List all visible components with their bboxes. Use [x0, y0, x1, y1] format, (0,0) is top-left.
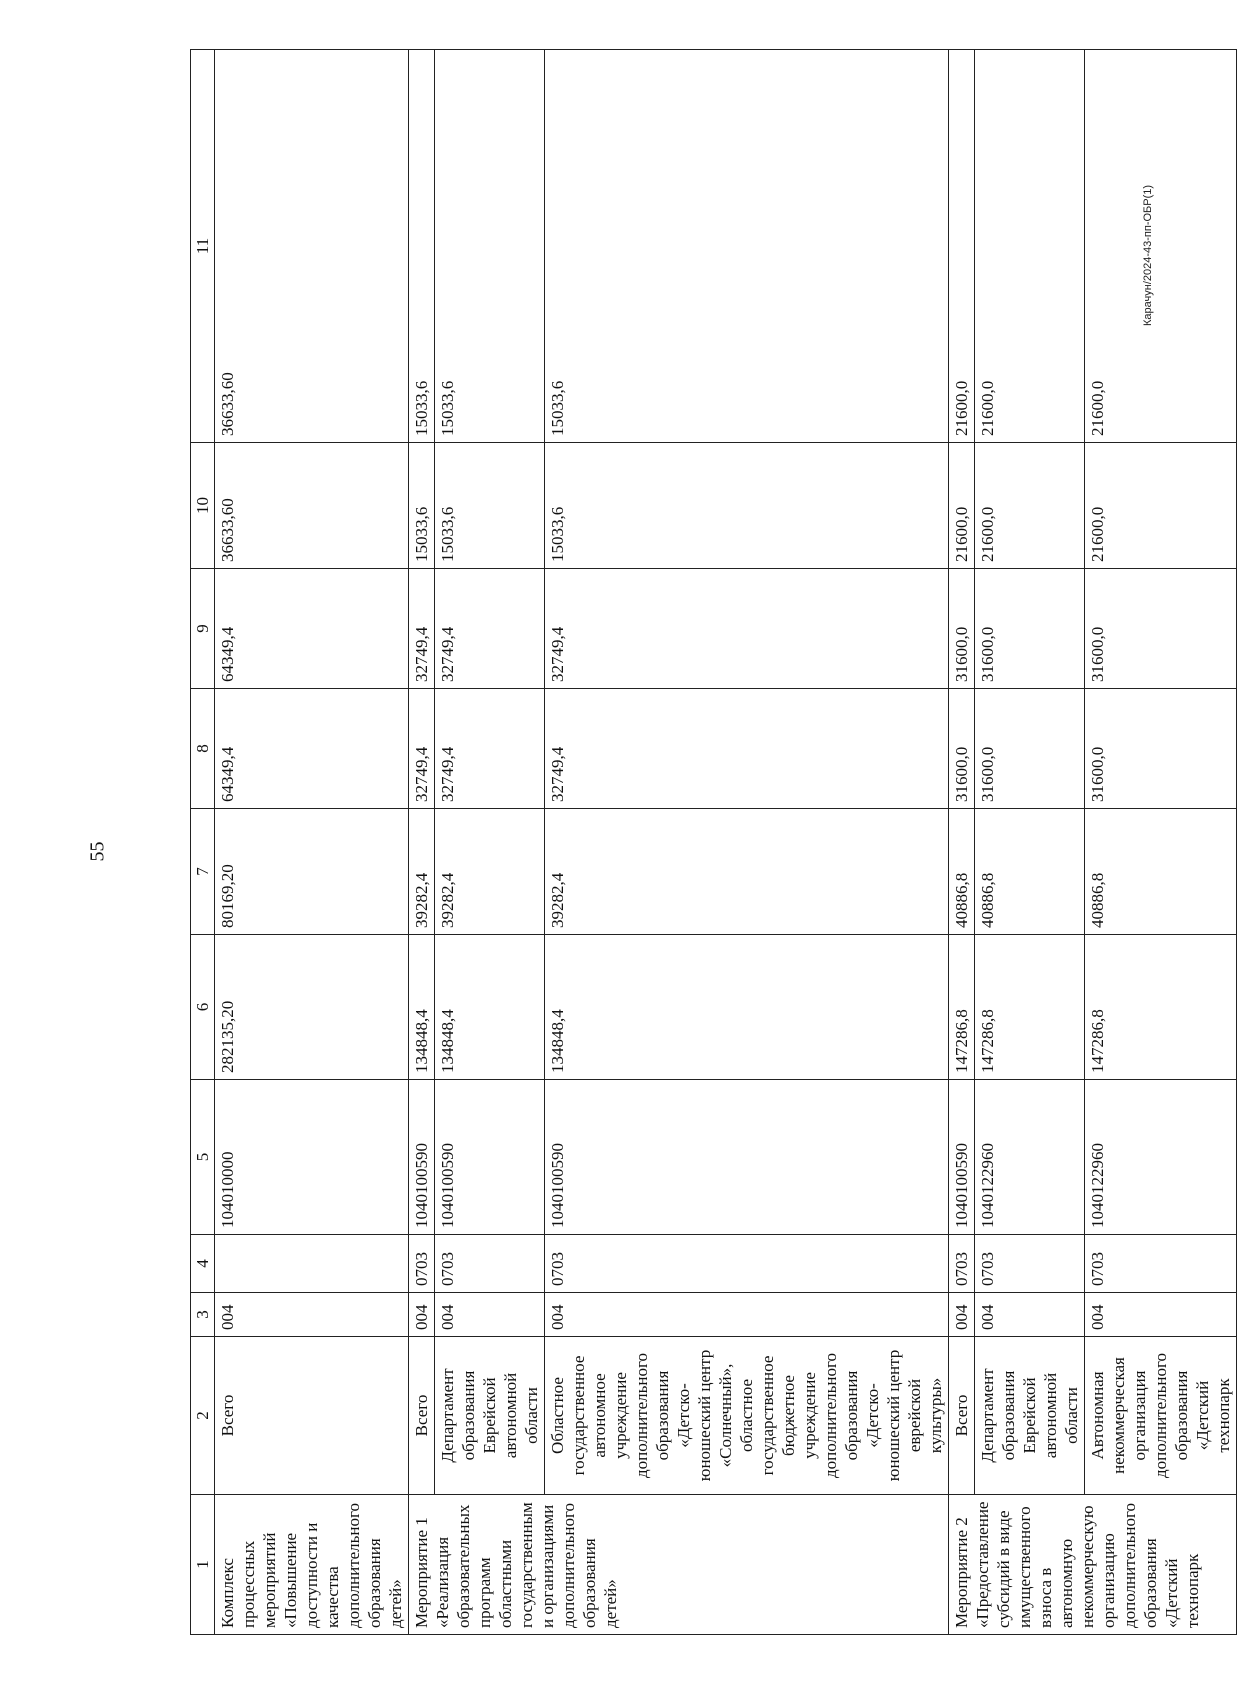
amount-cell: 21600,0: [1085, 50, 1237, 443]
executor-cell: Всего: [409, 1337, 435, 1495]
grbs-cell: 004: [949, 1293, 975, 1337]
amount-cell: 31600,0: [1085, 689, 1237, 809]
amount-cell: 15033,6: [545, 50, 949, 443]
grbs-cell: 004: [545, 1293, 949, 1337]
table-row: [409, 50, 435, 1635]
page-number: 55: [86, 841, 109, 862]
document-code: Карачун/2024-43-пп-ОБР(1): [1142, 184, 1154, 326]
amount-cell: 32749,4: [545, 569, 949, 689]
grbs-cell: 004: [1085, 1293, 1237, 1337]
amount-cell: 147286,8: [949, 935, 975, 1080]
amount-cell: 21600,0: [949, 443, 975, 569]
amount-cell: 282135,20: [215, 935, 409, 1080]
table-row: [949, 50, 975, 1635]
section-cell: 0703: [435, 1235, 545, 1293]
amount-cell: 64349,4: [215, 569, 409, 689]
amount-cell: 36633,60: [215, 443, 409, 569]
amount-cell: 39282,4: [409, 809, 435, 935]
amount-cell: 15033,6: [545, 443, 949, 569]
amount-cell: 15033,6: [409, 50, 435, 443]
header-cell: 6: [191, 935, 215, 1080]
amount-cell: 134848,4: [545, 935, 949, 1080]
amount-cell: 36633,60: [215, 50, 409, 443]
target-article-cell: 1040100590: [949, 1080, 975, 1235]
section-cell: 0703: [409, 1235, 435, 1293]
target-article-cell: 1040122960: [1085, 1080, 1237, 1235]
amount-cell: 40886,8: [975, 809, 1085, 935]
target-article-cell: 1040100590: [409, 1080, 435, 1235]
amount-cell: 31600,0: [975, 569, 1085, 689]
executor-cell: Департамент образования Еврейской автономной области: [975, 1337, 1085, 1495]
program-name-cell: Мероприятие 2 «Предоставление субсидий в виде имущественного взноса в автономную некоммерческую организацию дополнительного образования «Детский технопарк: [949, 1495, 1237, 1635]
executor-cell: Областное государственное автономное учреждение дополнительного образования «Детско-юношеский центр «Солнечный», областное государственное бюджетное учреждение дополнительного образования «Детско-юношеский центр еврейской культуры»: [545, 1337, 949, 1495]
amount-cell: 32749,4: [545, 689, 949, 809]
amount-cell: 32749,4: [409, 689, 435, 809]
target-article-cell: 104010000: [215, 1080, 409, 1235]
header-cell: 2: [191, 1337, 215, 1495]
amount-cell: 39282,4: [545, 809, 949, 935]
amount-cell: 31600,0: [949, 569, 975, 689]
table-row: [545, 50, 949, 1635]
table-row: [1085, 50, 1237, 1635]
target-article-cell: 1040122960: [975, 1080, 1085, 1235]
header-cell: 4: [191, 1235, 215, 1293]
amount-cell: 147286,8: [975, 935, 1085, 1080]
target-article-cell: 1040100590: [545, 1080, 949, 1235]
executor-cell: Всего: [949, 1337, 975, 1495]
amount-cell: 80169,20: [215, 809, 409, 935]
header-cell: 5: [191, 1080, 215, 1235]
header-cell: 10: [191, 443, 215, 569]
amount-cell: 39282,4: [435, 809, 545, 935]
header-cell: 9: [191, 569, 215, 689]
header-cell: 7: [191, 809, 215, 935]
executor-cell: Автономная некоммерческая организация дополнительного образования «Детский технопарк: [1085, 1337, 1237, 1495]
amount-cell: 15033,6: [409, 443, 435, 569]
amount-cell: 15033,6: [435, 443, 545, 569]
header-cell: 1: [191, 1495, 215, 1635]
amount-cell: 31600,0: [1085, 569, 1237, 689]
amount-cell: 32749,4: [409, 569, 435, 689]
amount-cell: 31600,0: [949, 689, 975, 809]
grbs-cell: 004: [215, 1293, 409, 1337]
target-article-cell: 1040100590: [435, 1080, 545, 1235]
header-cell: 8: [191, 689, 215, 809]
table-row: [215, 50, 409, 1635]
section-cell: 0703: [975, 1235, 1085, 1293]
amount-cell: 21600,0: [1085, 443, 1237, 569]
header-cell: 3: [191, 1293, 215, 1337]
program-name-cell: Комплекс процессных мероприятий «Повышение доступности и качества дополнительного образования детей»: [215, 1495, 409, 1635]
amount-cell: 21600,0: [975, 50, 1085, 443]
amount-cell: 147286,8: [1085, 935, 1237, 1080]
grbs-cell: 004: [435, 1293, 545, 1337]
section-cell: 0703: [545, 1235, 949, 1293]
section-cell: 0703: [1085, 1235, 1237, 1293]
section-cell: [215, 1235, 409, 1293]
amount-cell: 31600,0: [975, 689, 1085, 809]
amount-cell: 32749,4: [435, 569, 545, 689]
amount-cell: 40886,8: [1085, 809, 1237, 935]
amount-cell: 21600,0: [975, 443, 1085, 569]
amount-cell: 15033,6: [435, 50, 545, 443]
grbs-cell: 004: [975, 1293, 1085, 1337]
table-row: [435, 50, 545, 1635]
amount-cell: 40886,8: [949, 809, 975, 935]
header-cell: 11: [191, 50, 215, 443]
grbs-cell: 004: [409, 1293, 435, 1337]
amount-cell: 134848,4: [435, 935, 545, 1080]
section-cell: 0703: [949, 1235, 975, 1293]
executor-cell: Всего: [215, 1337, 409, 1495]
amount-cell: 64349,4: [215, 689, 409, 809]
budget-table: [190, 49, 1237, 1635]
amount-cell: 32749,4: [435, 689, 545, 809]
header-row: [191, 50, 215, 1635]
amount-cell: 21600,0: [949, 50, 975, 443]
program-name-cell: Мероприятие 1 «Реализация образовательных программ областными государственными организациями дополнительного образования детей»: [409, 1495, 949, 1635]
table-row: [975, 50, 1085, 1635]
amount-cell: 134848,4: [409, 935, 435, 1080]
executor-cell: Департамент образования Еврейской автономной области: [435, 1337, 545, 1495]
